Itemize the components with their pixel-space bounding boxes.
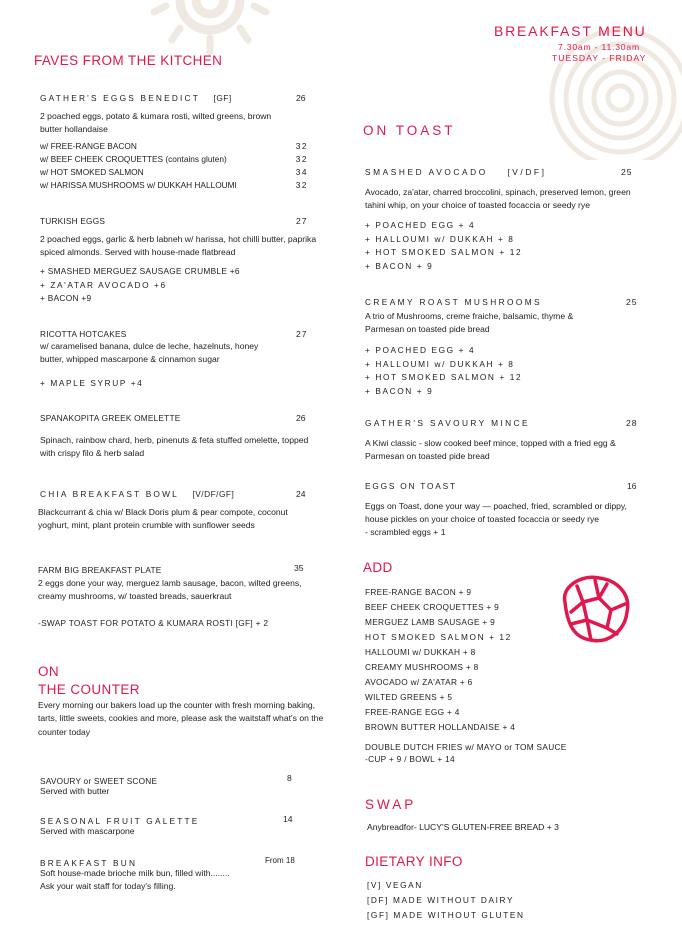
hotcakes-price: 27 — [296, 329, 308, 339]
bun-name: BREAKFAST BUN — [40, 858, 138, 868]
galette-name: SEASONAL FRUIT GALETTE — [40, 816, 200, 826]
avocado-title: SMASHED AVOCADO — [365, 167, 488, 177]
turkish-eggs-extras — [40, 265, 240, 306]
chia-bowl-title: CHIA BREAKFAST BOWL — [40, 489, 179, 499]
dietary-item: [V] VEGAN — [367, 880, 423, 890]
farm-plate-name: FARM BIG BREAKFAST PLATE — [38, 565, 162, 575]
avocado-desc: Avocado, za'atar, charred broccolini, spinach, preserved lemon, green tahini whip, on your choice of toasted focaccia or seedy rye — [365, 187, 631, 211]
avocado-tag: [V/DF] — [507, 167, 547, 177]
section-title-add: ADD — [363, 560, 393, 575]
menu-hours: 7.30am - 11.30am — [558, 42, 640, 52]
eggs-on-toast-price: 16 — [627, 481, 637, 491]
dietary-item: [DF] MADE WITHOUT DAIRY — [367, 895, 515, 905]
bun-price: From 18 — [265, 856, 295, 865]
add-fries — [365, 741, 567, 765]
benedict-option: w/ FREE-RANGE BACON 32 — [40, 141, 308, 151]
hotcakes-desc: w/ caramelised banana, dulce de leche, hazelnuts, honey butter, whipped mascarpone & cinnamon sugar — [40, 341, 259, 365]
mushrooms-price: 25 — [626, 297, 638, 307]
add-item: HOT SMOKED SALMON + 12 — [365, 632, 512, 642]
section-title-toast: ON TOAST — [363, 123, 456, 138]
section-title-counter-line2: THE COUNTER — [38, 682, 140, 697]
counter-desc: Every morning our bakers load up the counter with fresh morning baking, tarts, little sweets, cookies and more, please ask the waitstaff what's on the counter today — [38, 700, 324, 737]
benedict-title: GATHER'S EGGS BENEDICT — [40, 93, 201, 103]
scone-desc: Served with butter — [40, 786, 110, 796]
add-item: -CUP + 9 / BOWL + 14 — [365, 754, 455, 764]
add-item: CREAMY MUSHROOMS + 8 — [365, 662, 479, 672]
omelette-desc: Spinach, rainbow chard, herb, pinenuts & feta stuffed omelette, topped with crispy filo & herb salad — [40, 435, 309, 459]
mince-name: GATHER'S SAVOURY MINCE — [365, 418, 530, 428]
scone-name: SAVOURY or SWEET SCONE — [40, 776, 158, 786]
swap-text: Anybreadfor- LUCY'S GLUTEN-FREE BREAD + 3 — [367, 822, 559, 832]
add-item: DOUBLE DUTCH FRIES w/ MAYO or TOM SAUCE — [365, 742, 567, 752]
benedict-tag: [GF] — [213, 93, 232, 103]
eggs-on-toast-name: EGGS ON TOAST — [365, 481, 457, 491]
extra-item: + BACON +9 — [40, 293, 92, 304]
hotcakes-extra: + MAPLE SYRUP +4 — [40, 378, 144, 388]
dietary-list — [367, 878, 525, 923]
hotcakes-name: RICOTTA HOTCAKES — [40, 329, 127, 339]
eggs-on-toast-desc: Eggs on Toast, done your way — poached, fried, scrambled or dippy, house pickles on your choice of toasted focaccia or seedy rye — [365, 501, 627, 525]
extra-item: + HOT SMOKED SALMON + 12 — [365, 247, 523, 258]
add-item: HALLOUMI w/ DUKKAH + 8 — [365, 647, 476, 657]
turkish-eggs-price: 27 — [296, 216, 308, 226]
farm-plate-desc: 2 eggs done your way, merguez lamb sausage, bacon, wilted greens, creamy mushrooms, w/ toasted breads, sauerkraut — [38, 578, 302, 602]
mince-desc: A Kiwi classic - slow cooked beef mince, topped with a fried egg & Parmesan on toasted pide bread — [365, 438, 616, 462]
chia-bowl-price: 24 — [296, 489, 306, 499]
raspberry-illustration-icon — [555, 572, 635, 646]
turkish-eggs-name: TURKISH EGGS — [40, 216, 106, 226]
bun-desc-line2: Ask your wait staff for today's filling. — [40, 881, 176, 891]
avocado-name — [365, 166, 547, 178]
add-item: FREE-RANGE BACON + 9 — [365, 587, 472, 597]
turkish-eggs-desc: 2 poached eggs, garlic & herb labneh w/ harissa, hot chilli butter, paprika spiced almonds. Served with house-made flatbread — [40, 234, 317, 258]
mushrooms-extras — [365, 344, 522, 399]
farm-plate-price: 35 — [294, 563, 304, 573]
add-list — [365, 585, 515, 735]
chia-bowl-tag: [V/DF/GF] — [192, 489, 235, 499]
add-item: BEEF CHEEK CROQUETTES + 9 — [365, 602, 500, 612]
benedict-option: w/ BEEF CHEEK CROQUETTES (contains gluten) 32 — [40, 153, 308, 164]
omelette-name: SPANAKOPITA GREEK OMELETTE — [40, 413, 181, 423]
benedict-price: 26 — [296, 93, 306, 103]
add-item: MERGUEZ LAMB SAUSAGE + 9 — [365, 617, 496, 627]
farm-plate-extra: -SWAP TOAST FOR POTATO & KUMARA ROSTI [GF] + 2 — [38, 618, 269, 628]
extra-item: + SMASHED MERGUEZ SAUSAGE CRUMBLE +6 — [40, 266, 240, 276]
omelette-price: 26 — [296, 413, 306, 423]
avocado-price: 25 — [621, 167, 633, 177]
galette-price: 14 — [283, 814, 293, 824]
section-title-swap: SWAP — [365, 797, 417, 812]
section-title-faves: FAVES FROM THE KITCHEN — [34, 53, 223, 68]
add-item: WILTED GREENS + 5 — [365, 692, 453, 702]
benedict-options — [40, 140, 308, 191]
extra-item: + HOT SMOKED SALMON + 12 — [365, 372, 523, 383]
benedict-option: w/ HOT SMOKED SALMON 34 — [40, 166, 308, 177]
eggs-on-toast-extra: - scrambled eggs + 1 — [365, 527, 446, 537]
extra-item: + POACHED EGG + 4 — [365, 345, 476, 355]
extra-item: + BACON + 9 — [365, 261, 434, 272]
benedict-desc: 2 poached eggs, potato & kumara rosti, wilted greens, brown butter hollandaise — [40, 111, 272, 135]
extra-item: + BACON + 9 — [365, 386, 434, 397]
dietary-item: [GF] MADE WITHOUT GLUTEN — [367, 910, 525, 920]
add-item: FREE-RANGE EGG + 4 — [365, 707, 460, 717]
benedict-option: w/ HARISSA MUSHROOMS w/ DUKKAH HALLOUMI 32 — [40, 179, 308, 190]
menu-title: BREAKFAST MENU — [494, 23, 647, 39]
extra-item: + HALLOUMI w/ DUKKAH + 8 — [365, 233, 515, 244]
section-title-dietary: DIETARY INFO — [365, 854, 463, 869]
avocado-extras — [365, 219, 522, 274]
extra-item: + ZA'ATAR AVOCADO +6 — [40, 279, 167, 290]
add-item: BROWN BUTTER HOLLANDAISE + 4 — [365, 722, 516, 732]
extra-item: + HALLOUMI w/ DUKKAH + 8 — [365, 358, 515, 369]
mushrooms-name: CREAMY ROAST MUSHROOMS — [365, 297, 542, 307]
mushrooms-desc: A trio of Mushrooms, creme fraiche, balsamic, thyme & Parmesan on toasted pide bread — [365, 311, 574, 335]
extra-item: + POACHED EGG + 4 — [365, 220, 476, 230]
chia-bowl-name — [40, 488, 234, 500]
mince-price: 28 — [626, 418, 638, 428]
bun-desc-line1: Soft house-made brioche milk bun, filled with........ — [40, 868, 230, 878]
chia-bowl-desc: Blackcurrant & chia w/ Black Doris plum & pear compote, coconut yoghurt, mint, plant protein crumble with sunflower seeds — [38, 507, 288, 531]
menu-days: TUESDAY - FRIDAY — [552, 53, 647, 63]
add-item: AVOCADO w/ ZA'ATAR + 6 — [365, 677, 473, 687]
galette-desc: Served with mascarpone — [40, 826, 135, 836]
scone-price: 8 — [287, 773, 292, 783]
section-title-counter-line1: ON — [38, 664, 60, 679]
benedict-name — [40, 92, 232, 104]
